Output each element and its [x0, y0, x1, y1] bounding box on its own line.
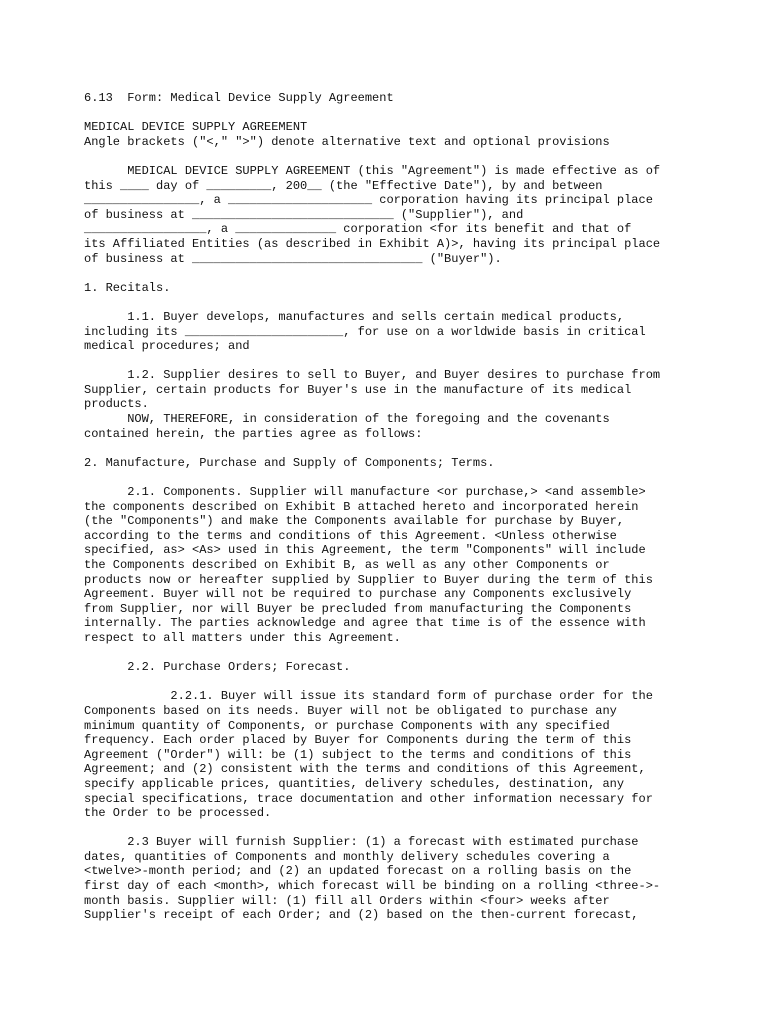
document-line: month basis. Supplier will: (1) fill all Orders within <four> weeks after — [84, 893, 610, 908]
document-line: its Affiliated Entities (as described in Exhibit A)>, having its principal place — [84, 236, 661, 251]
document-line: <twelve>-month period; and (2) an updated forecast on a rolling basis on the — [84, 864, 632, 879]
document-body — [84, 91, 724, 923]
document-line: respect to all matters under this Agreement. — [84, 630, 401, 645]
blank-line — [84, 821, 724, 836]
document-line: 2.2. Purchase Orders; Forecast. — [84, 660, 351, 675]
document-line: the Order to be processed. — [84, 806, 272, 821]
document-line: Agreement. Buyer will not be required to purchase any Components exclusively — [84, 587, 632, 602]
blank-line — [84, 470, 724, 485]
document-line: 2.1. Components. Supplier will manufacture <or purchase,> <and assemble> — [84, 485, 646, 500]
document-line: this ____ day of _________, 200__ (the "Effective Date"), by and between — [84, 178, 603, 193]
document-line: specify applicable prices, quantities, delivery schedules, destination, any — [84, 776, 625, 791]
document-line: ________________, a ____________________ corporation having its principal place — [84, 193, 653, 208]
document-line: medical procedures; and — [84, 339, 250, 354]
document-line: Components based on its needs. Buyer will not be obligated to purchase any — [84, 703, 617, 718]
document-line: 2.2.1. Buyer will issue its standard form of purchase order for the — [84, 689, 653, 704]
document-line: MEDICAL DEVICE SUPPLY AGREEMENT (this "Agreement") is made effective as of — [84, 163, 661, 178]
document-line: the components described on Exhibit B attached hereto and incorporated herein — [84, 499, 639, 514]
document-line: frequency. Each order placed by Buyer for Components during the term of this — [84, 733, 632, 748]
document-line: (the "Components") and make the Components available for purchase by Buyer, — [84, 514, 625, 529]
document-line: 6.13 Form: Medical Device Supply Agreement — [84, 91, 394, 105]
document-line: products now or hereafter supplied by Supplier to Buyer during the term of this — [84, 572, 653, 587]
document-line: MEDICAL DEVICE SUPPLY AGREEMENT — [84, 120, 308, 135]
document-line: 1.2. Supplier desires to sell to Buyer, and Buyer desires to purchase from — [84, 368, 661, 383]
document-line: Supplier's receipt of each Order; and (2) based on the then-current forecast, — [84, 908, 639, 923]
document-line: Supplier, certain products for Buyer's use in the manufacture of its medical — [84, 382, 632, 397]
document-line: _________________, a ______________ corporation <for its benefit and that of — [84, 222, 632, 237]
document-line: of business at ________________________________ ("Buyer"). — [84, 251, 502, 266]
blank-line — [84, 295, 724, 310]
document-line: 2. Manufacture, Purchase and Supply of Components; Terms. — [84, 455, 495, 470]
document-line: specified, as> <As> used in this Agreement, the term "Components" will include — [84, 543, 646, 558]
document-line: 2.3 Buyer will furnish Supplier: (1) a forecast with estimated purchase — [84, 835, 639, 850]
document-line: Agreement ("Order") will: be (1) subject to the terms and conditions of this — [84, 747, 632, 762]
document-line: from Supplier, nor will Buyer be precluded from manufacturing the Components — [84, 601, 632, 616]
document-line: special specifications, trace documentation and other information necessary for — [84, 791, 653, 806]
document-line: minimum quantity of Components, or purchase Components with any specified — [84, 718, 610, 733]
blank-line — [84, 354, 724, 369]
document-line: first day of each <month>, which forecast will be binding on a rolling <three->- — [84, 879, 661, 894]
document-line: dates, quantities of Components and monthly delivery schedules covering a — [84, 849, 610, 864]
document-line: of business at ____________________________ ("Supplier"), and — [84, 207, 524, 222]
blank-line — [84, 266, 724, 281]
blank-line — [84, 675, 724, 690]
document-line: NOW, THEREFORE, in consideration of the foregoing and the covenants — [84, 412, 610, 427]
document-line: 1.1. Buyer develops, manufactures and sells certain medical products, — [84, 309, 625, 324]
document-line: the Components described on Exhibit B, as well as any other Components or — [84, 558, 610, 572]
document-line: Agreement; and (2) consistent with the terms and conditions of this Agreement, — [84, 762, 646, 777]
document-line: including its ______________________, for use on a worldwide basis in critical — [84, 324, 646, 339]
document-line: internally. The parties acknowledge and agree that time is of the essence with — [84, 616, 646, 631]
document-line: contained herein, the parties agree as follows: — [84, 426, 423, 441]
document-line: according to the terms and conditions of this Agreement. <Unless otherwise — [84, 528, 617, 543]
blank-line — [84, 441, 724, 456]
blank-line — [84, 646, 724, 661]
document-line: products. — [84, 397, 149, 412]
document-line: 1. Recitals. — [84, 280, 171, 295]
blank-line — [84, 149, 724, 164]
document-line: Angle brackets ("<," ">") denote alternative text and optional provisions — [84, 134, 610, 149]
blank-line — [84, 106, 724, 121]
